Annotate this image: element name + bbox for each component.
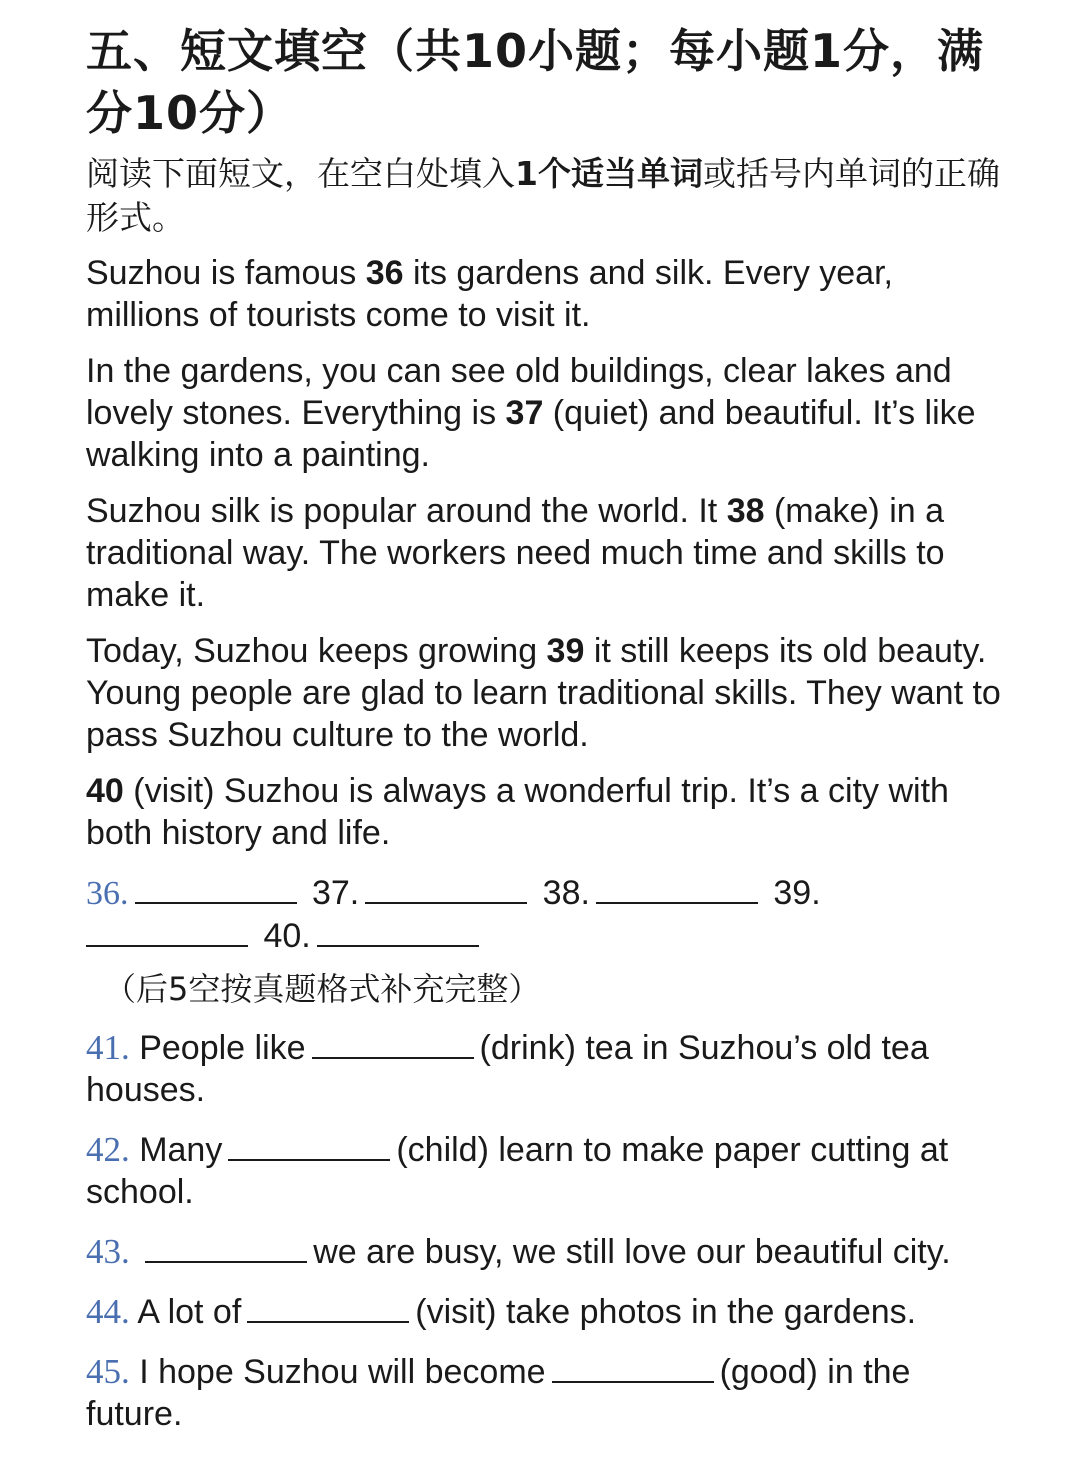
passage-paragraph-3 [86,490,1010,616]
answer-number-39: 39. [773,874,821,912]
question-blank[interactable] [312,1027,474,1059]
passage-text: Suzhou silk is popular around the world. It [86,492,727,530]
answer-blanks [86,872,1010,957]
question-text: Many [139,1131,223,1169]
blank-number-36: 36 [365,254,404,292]
section-title: 五、短文填空（共10小题；每小题1分，满分10分） [86,24,985,140]
question-text: A lot of [137,1293,242,1331]
question-number: 43. [86,1232,130,1271]
passage-text: Today, Suzhou keeps growing [86,632,547,670]
question-44 [86,1291,1010,1333]
question-number: 41. [86,1028,130,1067]
question-text: (child) learn to make paper cutting at school. [86,1131,949,1211]
blank-number-37: 37 [505,394,544,432]
passage-paragraph-2 [86,350,1010,476]
question-text: (visit) take photos in the gardens. [415,1293,917,1331]
instruction-bold: 1个适当单词 [515,154,703,193]
question-blank[interactable] [145,1231,307,1263]
question-42 [86,1129,1010,1213]
question-number: 44. [86,1292,130,1331]
question-41 [86,1027,1010,1111]
section-instruction [86,152,1010,240]
instruction-text-start: 阅读下面短文，在空白处填入 [86,154,515,193]
question-text: I hope Suzhou will become [139,1353,546,1391]
passage-text: its gardens and silk. Every year, millions of tourists come to visit it. [86,254,893,334]
question-blank[interactable] [228,1129,390,1161]
passage-text: (make) in a traditional way. The workers need much time and skills to make it. [86,492,945,614]
answer-number-38: 38. [542,874,590,912]
passage-paragraph-4 [86,630,1010,756]
passage-text: it still keeps its old beauty. Young people are glad to learn traditional skills. They want to pass Suzhou culture to the world. [86,632,1001,754]
answer-blank-37[interactable] [365,872,527,904]
blank-number-39: 39 [546,632,585,670]
passage-paragraph-1 [86,252,1010,336]
question-text: (drink) tea in Suzhou’s old tea houses. [86,1029,929,1109]
blank-number-40: 40 [86,772,124,810]
question-43 [86,1231,1010,1273]
answer-blank-39[interactable] [86,915,248,947]
answer-blank-40[interactable] [317,915,479,947]
question-text: we are busy, we still love our beautiful city. [313,1233,951,1271]
answer-blank-38[interactable] [596,872,758,904]
question-45 [86,1351,1010,1435]
passage-text: (visit) Suzhou is always a wonderful trip. It’s a city with both history and life. [86,772,949,852]
question-number: 42. [86,1130,130,1169]
answer-number-37: 37. [311,874,360,912]
blank-number-38: 38 [726,492,765,530]
supplement-note: （后5空按真题格式补充完整） [104,970,541,1008]
passage-text: Suzhou is famous [86,254,366,292]
answer-number-36: 36. [86,875,129,912]
answer-blank-36[interactable] [135,872,297,904]
question-text: (good) in the future. [86,1353,911,1433]
passage-text: In the gardens, you can see old buildings, clear lakes and lovely stones. Everything is [86,352,952,432]
question-blank[interactable] [247,1291,409,1323]
answer-number-40: 40. [263,917,311,955]
question-number: 45. [86,1352,130,1391]
question-blank[interactable] [552,1351,714,1383]
instruction-text-end: 或括号内单词的正确形式。 [86,154,1000,237]
passage-paragraph-5 [86,770,1010,854]
passage-text: (quiet) and beautiful. It’s like walking into a painting. [86,394,976,474]
question-text: People like [139,1029,306,1067]
